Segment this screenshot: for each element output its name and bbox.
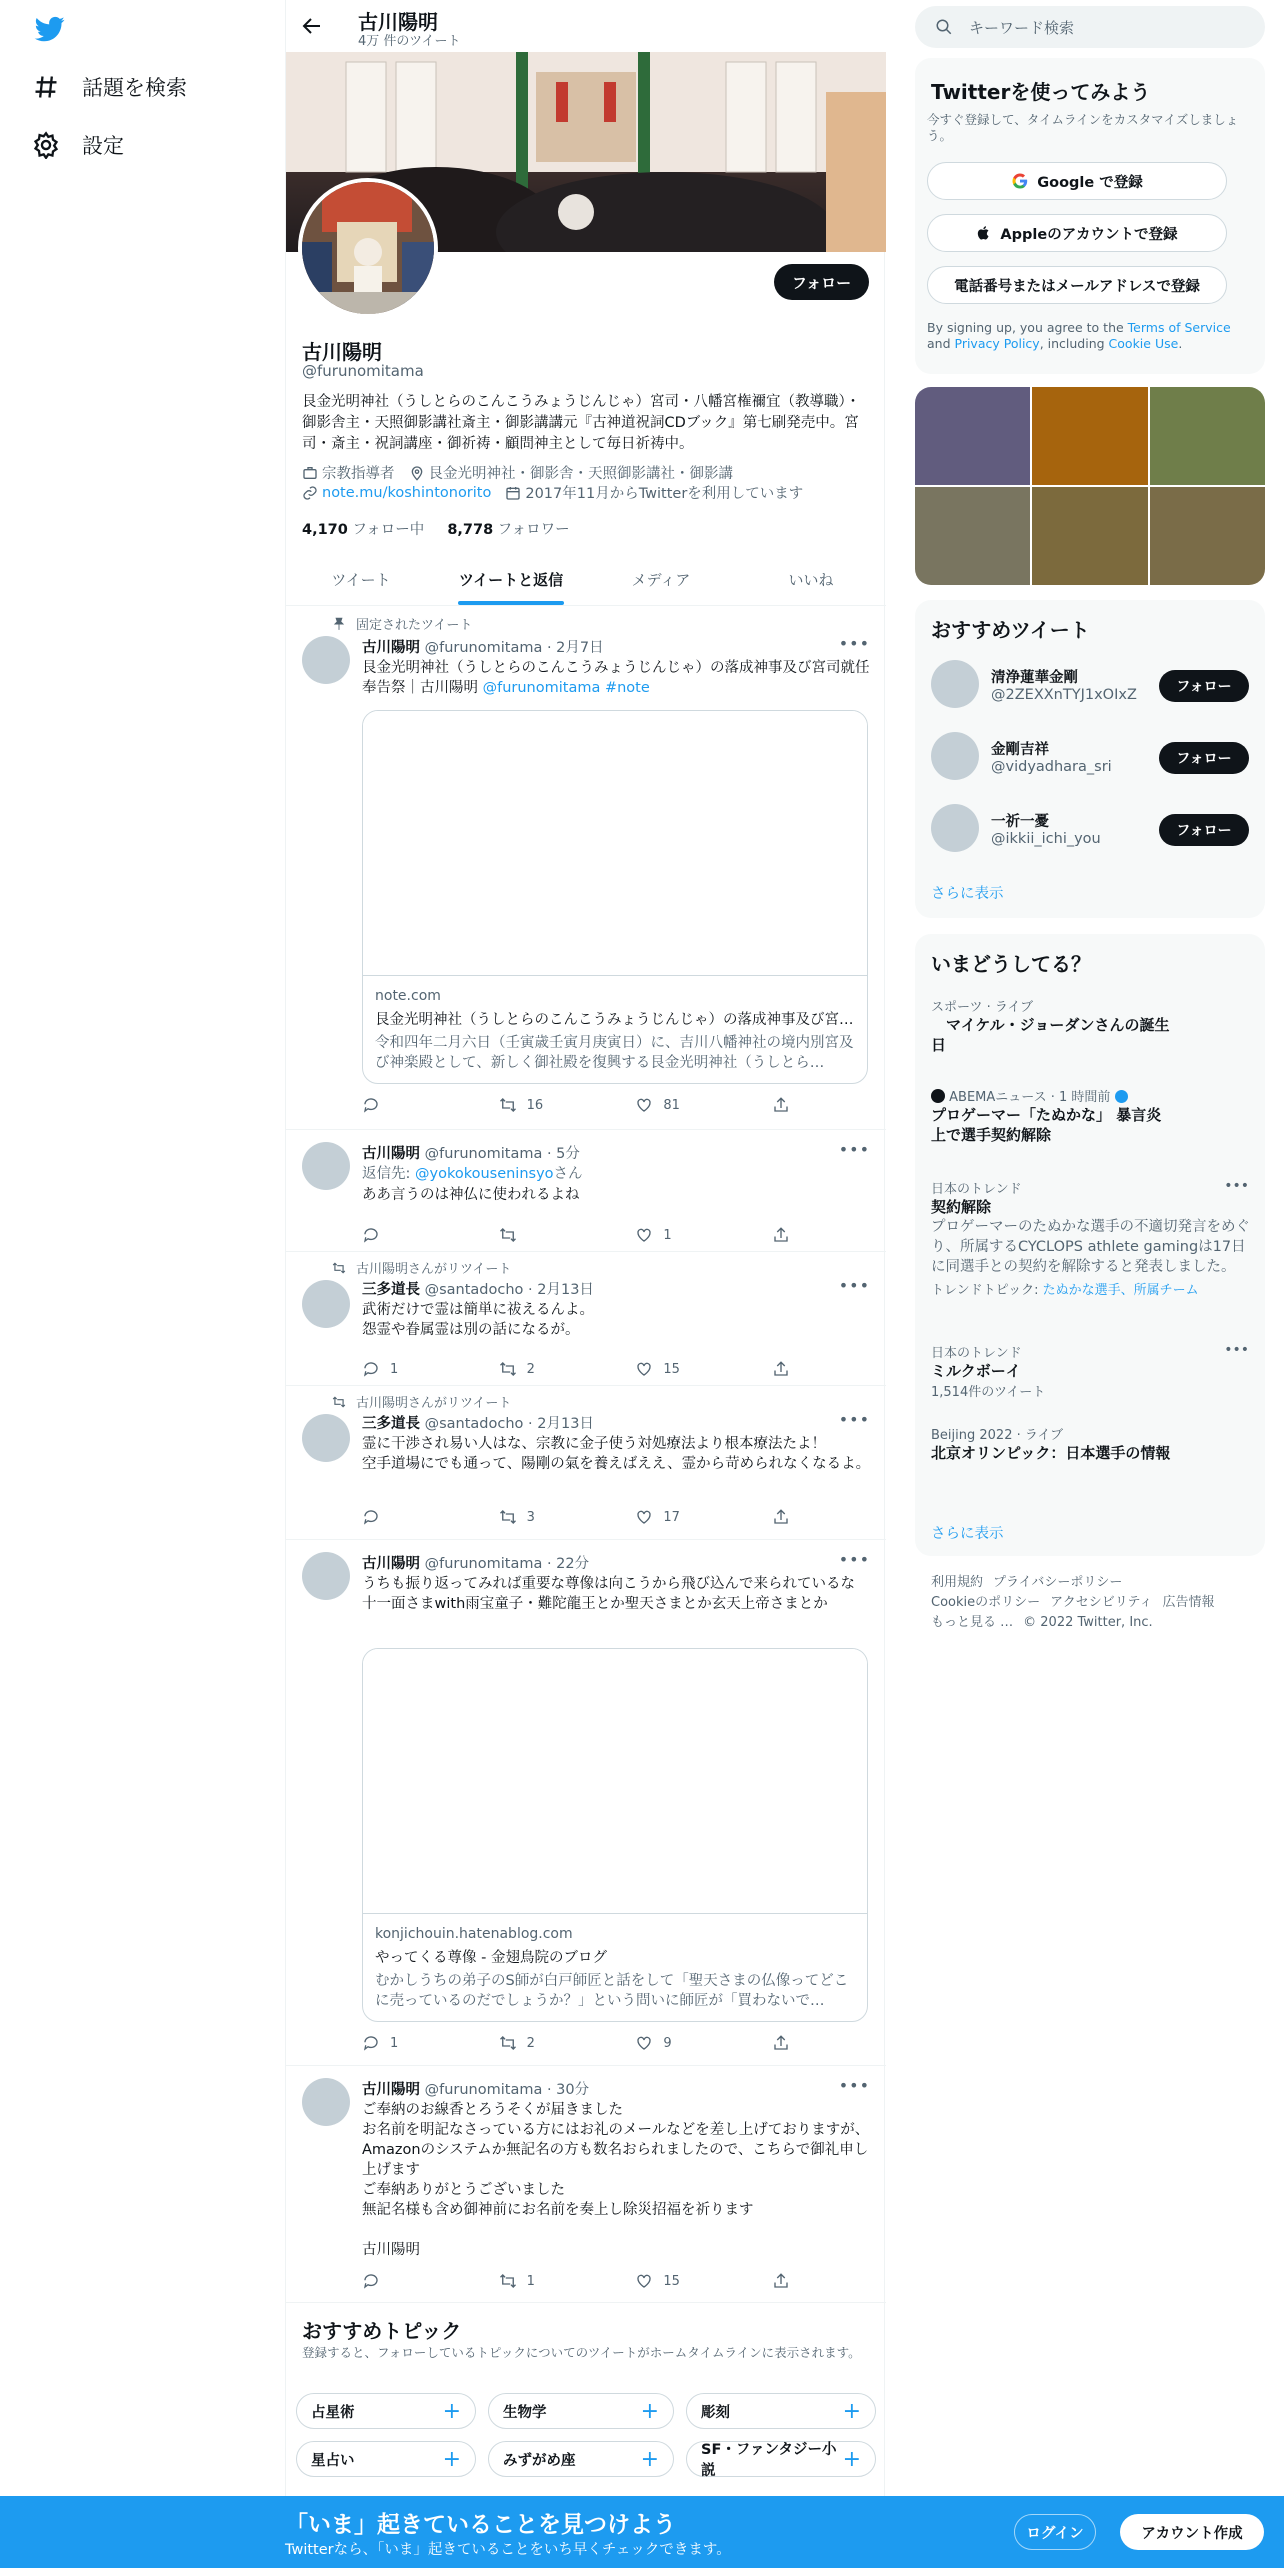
plus-icon: + [442,2398,461,2424]
show-more-link[interactable]: さらに表示 [931,886,1004,902]
like-button[interactable] [635,1096,735,1114]
login-button[interactable]: ログイン [1014,2514,1096,2550]
trend-tweet-count: 1,514件のツイート [931,1385,1046,1400]
heart-icon [635,1508,653,1526]
reply-suffix: さん [553,1166,583,1182]
reply-button[interactable] [362,1508,462,1526]
header-name: 古川陽明 [358,10,438,34]
tweet-avatar[interactable] [302,2078,350,2126]
like-count: 15 [663,2273,680,2289]
profile-bio: 艮金光明神社（うしとらのこんこうみょうじんじゃ）宮司・八幡宮権禰宜（教導職）・御影舎主・天照御影講社斎主・御影講講元『古神道祝詞CDブック』第七刷発売中。宮司・斎主・祝詞講座・御祈祷・顧問神主として毎日祈祷中。 [302,394,861,452]
reply-to-link[interactable]: @yokokouseninsyo [415,1166,554,1182]
tweet-author-name[interactable]: 三多道長 [362,1282,420,1298]
retweet-button[interactable] [499,1096,599,1114]
retweet-button[interactable] [499,2272,599,2290]
following-count: 4,170 [302,522,348,538]
footer-link[interactable]: Cookieのポリシー [931,1595,1041,1610]
left-nav [0,0,285,2568]
retweet-count: 16 [526,1097,544,1113]
apple-logo-icon [976,224,992,242]
trends-panel [915,934,1265,1556]
trend-topic-links[interactable]: たぬかな選手、所属チーム [1042,1283,1199,1298]
profile-handle: @furunomitama [302,362,424,380]
profile-avatar[interactable] [298,178,438,318]
tweet-author-name[interactable]: 古川陽明 [362,2082,420,2098]
tweet-actions [362,2272,792,2290]
signup-description: 今すぐ登録して、タイムラインをカスタマイズしましょう。 [927,112,1239,143]
retweet-count: 2 [526,2035,535,2051]
cookie-use-link[interactable]: Cookie Use [1108,336,1179,351]
link-card-domain: konjichouin.hatenablog.com [375,1926,573,1942]
tweet-avatar[interactable] [302,1414,350,1462]
plus-icon: + [442,2446,461,2472]
followers-label: フォロワー [497,522,570,538]
heart-icon [635,1226,653,1244]
profile-meta-row-2 [302,482,803,503]
tweet-meta[interactable]: @furunomitama · 22分 [424,1556,590,1572]
pin-icon [332,617,346,631]
suggested-user-handle: @ikkii_ichi_you [991,830,1101,847]
who-to-follow-panel [915,600,1265,918]
media-thumbnail[interactable] [1032,387,1147,485]
share-icon [772,1360,790,1378]
tweet-author-name[interactable]: 古川陽明 [362,1146,420,1162]
trend-category: スポーツ · ライブ [931,1000,1034,1015]
share-button[interactable] [772,1360,792,1378]
sidebar-footer [931,1573,1251,1633]
avatar[interactable] [931,660,979,708]
topics-description: 登録すると、フォローしているトピックについてのツイートがホームタイムラインに表示されます。 [302,2345,861,2360]
tweet-meta[interactable]: @santadocho · 2月13日 [424,1416,594,1432]
profile-column [285,0,885,2568]
more-options-icon[interactable]: ••• [1224,1178,1249,1194]
trend-title: 北京オリンピック：日本選手の情報 [931,1444,1171,1462]
heart-icon [635,2272,653,2290]
tweet-text: ご奉納のお線香とろうそくが届きました お名前を明記なさっている方にはお礼のメールなどを差し上げておりますが、Amazonのシステムか無記名の方も数名おられましたので、こちらで御礼申し上げます ご奉納ありがとうございました 無記名様も含め御神前にお名前を奏上し除災招福を祈ります 古川陽明 [362,2102,870,2258]
profile-category [302,462,395,483]
retweet-button[interactable] [499,1226,599,1244]
reply-context [362,1164,872,1184]
suggested-user-name: 金剛吉祥 [991,741,1049,758]
more-options-icon[interactable]: ••• [838,1410,870,1429]
link-card[interactable] [362,710,868,1084]
avatar-photo [302,182,434,314]
trend-topic-label: トレンドトピック: [931,1283,1043,1298]
suggested-user-handle: @2ZEXXnTYJ1xOIxZ [991,686,1137,703]
tweet-avatar[interactable] [302,1142,350,1190]
bottom-bar-subtitle: Twitterなら、「いま」起きていることをいち早くチェックできます。 [285,2542,731,2558]
footer-link[interactable]: アクセシビリティ [1050,1595,1153,1610]
heart-icon [635,1096,653,1114]
plus-icon: + [842,2398,861,2424]
reply-icon [362,1508,380,1526]
trend-item[interactable] [931,1086,1251,1145]
tweet-author-name[interactable]: 三多道長 [362,1416,420,1432]
media-thumbnail[interactable] [915,387,1030,485]
tweet-header [362,2078,589,2099]
trend-title: ミルクボーイ [931,1362,1021,1380]
share-icon [772,2272,790,2290]
profile-location-text: 艮金光明神社・御影舎・天照御影講社・御影講 [428,466,733,482]
tweet-item[interactable] [286,606,886,1130]
avatar[interactable] [931,732,979,780]
more-options-icon[interactable]: ••• [838,2076,870,2095]
profile-joined-text: 2017年11月からTwitterを利用しています [525,486,804,502]
plus-icon: + [640,2446,659,2472]
reply-icon [362,2034,380,2052]
like-count: 15 [663,1361,680,1377]
more-options-icon[interactable]: ••• [1224,1342,1249,1358]
follow-button[interactable]: フォロー [1159,814,1249,846]
retweet-button[interactable] [499,1508,599,1526]
media-grid [915,387,1265,585]
retweet-icon [499,2034,517,2052]
topic-label: SF・ファンタジー小説 [701,2442,837,2479]
trend-item[interactable] [931,1178,1251,1298]
retweet-context-text[interactable]: 古川陽明さんがリツイート [356,1396,512,1411]
profile-header-bar [286,0,886,52]
location-pin-icon [409,465,425,481]
suggested-user-name: 清浄蓮華金剛 [991,669,1078,686]
bottom-bar-title: 「いま」起きていることを見つけよう [285,2512,676,2538]
signup-button[interactable]: アカウント作成 [1120,2514,1264,2550]
reply-count: 1 [390,2035,399,2051]
suggested-user-handle: @vidyadhara_sri [991,758,1112,775]
google-signup-label: Google で登録 [1037,174,1143,191]
like-button[interactable] [635,2272,735,2290]
trend-item[interactable] [931,1342,1251,1400]
reply-icon [362,1360,380,1378]
tweet-text [362,658,872,698]
tweet-avatar[interactable] [302,1280,350,1328]
tweet-avatar[interactable] [302,636,350,684]
reply-icon [362,1226,380,1244]
following-label: フォロー中 [352,522,425,538]
like-count: 1 [663,1227,672,1243]
heart-icon [635,2034,653,2052]
suggested-user[interactable] [931,732,1112,780]
trend-title: プロゲーマー「たぬかな」 暴言炎上で選手契約解除 [931,1106,1162,1144]
tweet-header [362,1142,580,1163]
retweet-icon [499,2272,517,2290]
follow-button[interactable]: フォロー [1159,670,1249,702]
search-placeholder[interactable]: キーワード検索 [969,18,1075,37]
tweet-header [362,636,604,657]
footer-copyright: © 2022 Twitter, Inc. [1023,1615,1153,1630]
following-link[interactable] [302,522,424,538]
trend-item[interactable] [931,1424,1251,1463]
share-icon [772,1096,790,1114]
tweet-item[interactable] [286,2066,886,2303]
tweet-header [362,1412,594,1433]
link-card-image [363,1649,867,1914]
reply-button[interactable] [362,2272,462,2290]
tweet-meta[interactable]: @santadocho · 2月13日 [424,1282,594,1298]
tab-likes[interactable]: いいね [788,570,834,589]
like-button[interactable] [635,1360,735,1378]
tweet-actions [362,2034,792,2052]
share-button[interactable] [772,2034,792,2052]
heart-icon [635,1360,653,1378]
topic-label: 星占い [311,2452,355,2469]
tweet-text: うちも振り返ってみれば重要な尊像は向こうから飛び込んで来られているな 十一面さまwith雨宝童子・難陀龍王とか聖天さまとか玄天上帝さまとか [362,1576,855,1612]
login-prompt-bar [0,2496,1284,2568]
topic-pill[interactable] [488,2393,674,2429]
more-options-icon[interactable]: ••• [838,1550,870,1569]
retweet-context [332,1392,511,1411]
tweet-item[interactable] [286,1386,886,1540]
tweet-link[interactable]: @furunomitama #note [482,680,650,696]
followers-count: 8,778 [447,522,494,538]
footer-link[interactable]: プライバシーポリシー [993,1575,1123,1590]
retweet-icon [499,1096,517,1114]
profile-counts [302,518,570,539]
tweet-item[interactable] [286,1252,886,1386]
trends-title: いまどうしてる？ [931,952,1091,976]
phone-email-signup-label: 電話番号またはメールアドレスで登録 [954,278,1200,295]
reply-button[interactable] [362,1096,462,1114]
retweet-button[interactable] [499,2034,599,2052]
verified-badge-icon [1115,1090,1128,1103]
privacy-policy-link[interactable]: Privacy Policy [954,336,1040,351]
like-count: 81 [663,1097,680,1113]
trend-title: マイケル・ジョーダンさんの誕生日 [931,1016,1170,1054]
plus-icon: + [842,2446,861,2472]
nav-settings[interactable] [32,130,124,160]
trend-title: 契約解除 [931,1198,992,1216]
phone-email-signup-button[interactable] [927,266,1227,304]
tweet-author-name[interactable]: 古川陽明 [362,1556,420,1572]
followers-link[interactable] [447,522,569,538]
like-count: 9 [663,2035,672,2051]
retweet-icon [332,1261,346,1275]
apple-signup-button[interactable] [927,214,1227,252]
share-button[interactable] [772,2272,792,2290]
like-button[interactable] [635,1226,735,1244]
signup-terms [927,320,1257,352]
signup-panel [915,58,1265,374]
reply-button[interactable] [362,1360,462,1378]
topics-title: おすすめトピック [302,2319,462,2343]
search-icon [935,18,953,36]
tweet-header [362,1552,589,1573]
profile-website-link[interactable]: note.mu/koshintonorito [322,484,492,501]
tweet-meta[interactable]: @furunomitama · 2月7日 [424,640,604,656]
tweet-body: 艮金光明神社（うしとらのこんこうみょうじんじゃ）の落成神事及び宮司就任奉告祭｜古川陽明 [362,660,870,696]
nav-settings-label: 設定 [82,134,124,158]
link-card-description: むかしうちの弟子のS師が白戸師匠と話をして「聖天さまの仏像ってどこに売っているのだでしょうか？」という問いに師匠が「買わないで… [375,1973,849,2009]
show-more-link[interactable]: さらに表示 [931,1526,1004,1542]
share-button[interactable] [772,1226,792,1244]
back-arrow-icon[interactable] [300,14,324,38]
link-card-image [363,711,867,976]
media-thumbnail[interactable] [1032,487,1147,585]
header-tweet-count: 4万 件のツイート [358,34,461,49]
topic-pill[interactable] [296,2393,476,2429]
share-icon [772,1508,790,1526]
hashtag-icon [32,73,60,101]
link-card[interactable] [362,1648,868,2022]
reply-count: 1 [390,1361,399,1377]
link-card-title: やってくる尊像 - 金翅鳥院のブログ [375,1950,607,1966]
right-sidebar [915,0,1265,2568]
media-thumbnail[interactable] [1150,387,1265,485]
terms-of-service-link[interactable]: Terms of Service [1127,320,1231,335]
pinned-text: 固定されたツイート [356,618,473,633]
tweet-actions [362,1360,792,1378]
like-button[interactable] [635,2034,735,2052]
signup-title: Twitterを使ってみよう [931,80,1151,104]
tweet-meta[interactable]: @furunomitama · 5分 [424,1146,580,1162]
profile-website[interactable] [302,485,491,501]
tweet-actions [362,1508,792,1526]
like-count: 17 [663,1509,680,1525]
tweet-meta[interactable]: @furunomitama · 30分 [424,2082,590,2098]
profile-meta-row-1 [302,462,733,483]
tweet-text: 武術だけで霊は簡単に祓えるんよ。 怨霊や眷属霊は別の話になるが。 [362,1302,594,1338]
share-icon [772,1226,790,1244]
briefcase-icon [302,465,318,481]
twitter-logo-icon[interactable] [32,14,68,44]
share-button[interactable] [772,1096,792,1114]
tab-tweets-and-replies[interactable]: ツイートと返信 [436,553,586,605]
suggested-user[interactable] [931,804,1101,852]
tweet-text: 霊に干渉され易い人はな、宗教に金子使う対処療法より根本療法たよ！ 空手道場にでも通って、陽剛の氣を養えばええ、霊から苛められなくなるよ。 [362,1436,871,1472]
topic-label: 占星術 [311,2404,355,2421]
tweet-actions [362,1096,792,1114]
link-card-title: 艮金光明神社（うしとらのこんこうみょうじんじゃ）の落成神事及び宮… [375,1012,854,1028]
like-button[interactable] [635,1508,735,1526]
google-logo-icon [1011,172,1029,190]
reply-button[interactable] [362,1226,462,1244]
suggested-user[interactable] [931,660,1137,708]
gear-icon [32,131,60,159]
retweet-icon [499,1226,517,1244]
trend-item[interactable] [931,996,1251,1055]
reply-icon [362,2272,380,2290]
terms-text: , including [1039,336,1109,351]
more-options-icon[interactable]: ••• [838,634,870,653]
google-signup-button[interactable] [927,162,1227,200]
search-box[interactable] [915,6,1265,48]
profile-category-text: 宗教指導者 [322,466,395,482]
retweet-count: 1 [526,2273,535,2289]
who-to-follow-title: おすすめツイート [931,618,1090,642]
retweet-icon [499,1508,517,1526]
trend-description: プロゲーマーのたぬかな選手の不適切発言をめぐり、所属するCYCLOPS athlete gamingは17日に同選手との契約を解除すると発表しました。 [931,1219,1250,1275]
trend-category: 日本のトレンド [931,1182,1022,1197]
topic-pill[interactable] [686,2441,876,2477]
media-thumbnail[interactable] [915,487,1030,585]
pinned-label [332,614,472,633]
profile-tabs [286,553,886,606]
topic-pill[interactable] [296,2441,476,2477]
tweet-item[interactable] [286,1540,886,2066]
retweet-icon [332,1395,346,1409]
nav-explore[interactable] [32,72,187,102]
terms-text: By signing up, you agree to the [927,320,1128,335]
tweet-header [362,1278,594,1299]
reply-button[interactable] [362,2034,462,2052]
media-thumbnail[interactable] [1150,487,1265,585]
footer-link[interactable]: 利用規約 [931,1575,984,1590]
calendar-icon [505,485,521,501]
tweet-author-name[interactable]: 古川陽明 [362,640,420,656]
retweet-count: 2 [526,1361,535,1377]
abema-logo-icon [931,1089,945,1103]
retweet-context [332,1258,511,1277]
more-options-icon[interactable]: ••• [838,1276,870,1295]
footer-link[interactable]: 広告情報 [1162,1595,1215,1610]
topic-pill[interactable] [686,2393,876,2429]
trend-category: Beijing 2022 · ライブ [931,1428,1064,1443]
retweet-count: 3 [526,1509,535,1525]
topic-label: 彫刻 [701,2404,730,2421]
topic-label: みずがめ座 [503,2452,576,2469]
nav-explore-label: 話題を検索 [82,76,187,100]
avatar[interactable] [931,804,979,852]
tweet-text: ああ言うのは神仏に使われるよね [362,1187,580,1203]
footer-more-link[interactable]: もっと見る … [931,1615,1014,1630]
tweet-actions [362,1226,792,1244]
profile-name: 古川陽明 [302,340,382,364]
reply-prefix: 返信先: [362,1166,415,1182]
tab-media[interactable]: メディア [631,570,691,589]
terms-text: . [1178,336,1183,351]
profile-joined [505,482,803,503]
profile-location [409,462,734,483]
trend-category: ABEMAニュース · 1 時間前 [949,1090,1111,1105]
more-options-icon[interactable]: ••• [838,1140,870,1159]
share-icon [772,2034,790,2052]
share-button[interactable] [772,1508,792,1526]
retweet-icon [499,1360,517,1378]
topic-label: 生物学 [503,2404,547,2421]
tweet-item[interactable] [286,1130,886,1252]
retweet-button[interactable] [499,1360,599,1378]
link-icon [302,485,318,501]
follow-button[interactable]: フォロー [1159,742,1249,774]
plus-icon: + [640,2398,659,2424]
link-card-domain: note.com [375,988,441,1004]
trend-category: 日本のトレンド [931,1346,1022,1361]
trend-category-row [931,1086,1251,1105]
apple-signup-label: Appleのアカウントで登録 [1000,226,1178,243]
reply-icon [362,1096,380,1114]
terms-text: and [927,336,955,351]
tab-tweets[interactable]: ツイート [331,570,391,589]
suggested-user-name: 一祈一憂 [991,813,1049,830]
retweet-context-text[interactable]: 古川陽明さんがリツイート [356,1262,512,1277]
tweet-avatar[interactable] [302,1552,350,1600]
topic-pill[interactable] [488,2441,674,2477]
link-card-description: 令和四年二月六日（壬寅歳壬寅月庚寅日）に、吉川八幡神社の境内別宮及び神楽殿として、新しく御社殿を復興する艮金光明神社（うしとら… [375,1035,854,1071]
profile-follow-button[interactable]: フォロー [774,264,869,300]
